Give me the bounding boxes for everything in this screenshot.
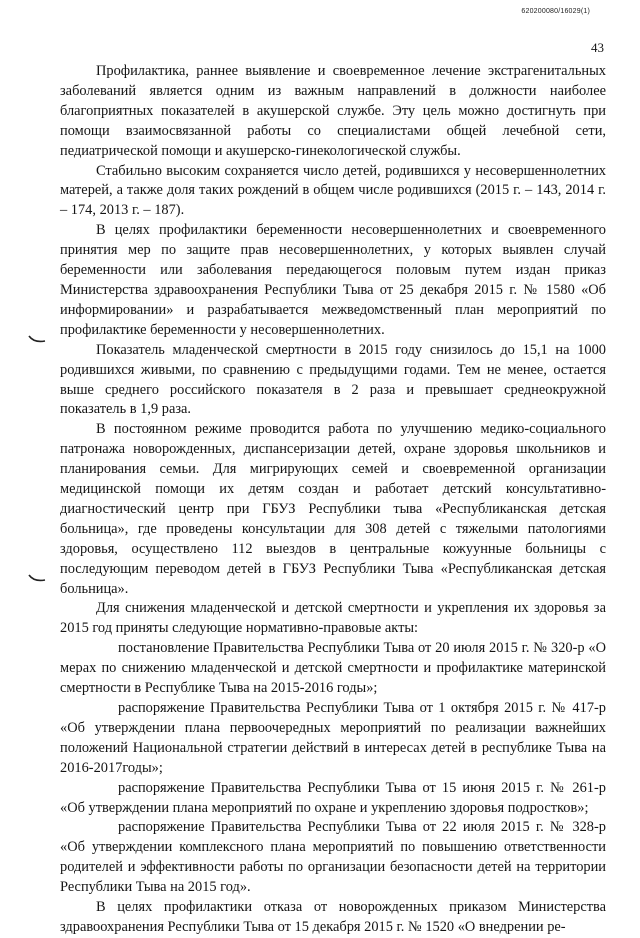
- act-item: распоряжение Правительства Республики Тыва от 1 октября 2015 г. № 417-р «Об утверждении плана первоочередных мероприятий по реализации важнейших положений Национальной стратегии действий в интересах детей в республике Тыва на 2016-2017годы»;: [60, 700, 606, 776]
- margin-mark-icon: [28, 334, 46, 344]
- paragraph: В целях профилактики отказа от новорожденных приказом Министерства здравоохранения Республики Тыва от 15 декабря 2015 г. № 1520 «О внедрении ре-: [60, 899, 606, 935]
- paragraph: Стабильно высоким сохраняется число детей, родившихся у несовершеннолетних матерей, а также доля таких рождений в общем числе родившихся (2015 г. – 143, 2014 г. – 174, 2013 г. – 187).: [60, 162, 606, 219]
- act-item: распоряжение Правительства Республики Тыва от 22 июля 2015 г. № 328-р «Об утверждении комплексного плана мероприятий по повышению ответственности родителей и эффективности работы по организации безопасности детей на территории Республики Тыва на 2015 год».: [60, 819, 606, 896]
- document-id: 620200080/16029(1): [521, 8, 590, 15]
- act-item: распоряжение Правительства Республики Тыва от 15 июня 2015 г. № 261-р «Об утверждении плана мероприятий по охране и укреплению здоровья подростков»;: [60, 779, 606, 816]
- act-item: постановление Правительства Республики Тыва от 20 июля 2015 г. № 320-р «О мерах по снижению младенческой и детской смертности и профилактике материнской смертности в Республике Тыва на 2015-2016 годы»;: [60, 640, 606, 697]
- margin-mark-icon: [28, 573, 46, 583]
- paragraph: В постоянном режиме проводится работа по улучшению медико-социального патронажа новорожденных, диспансеризации детей, охране здоровья школьников и планирования семьи. Для мигрирующих семей и своевременной организации медицинской помощи их детям создан и работает детский консультативно-диагностический центр при ГБУЗ Республики тыва «Республиканская детская больница», где проведены консультации для 308 детей с тяжелыми патологиями здоровья, осуществлено 112 выездов в центральные кожуунные больницы с последующим переводом детей в ГБУЗ Республики Тыва «Республиканская детская больница».: [60, 421, 606, 597]
- paragraph: В целях профилактики беременности несовершеннолетних и своевременного принятия мер по защите прав несовершеннолетних, у которых выявлен случай беременности или заболевания передающегося половым путем издан приказ Министерства здравоохранения Республики Тыва от 25 декабря 2015 г. № 1580 «Об информировании» и разрабатывается межведомственный план мероприятий по профилактике беременности у несовершеннолетних.: [60, 222, 606, 338]
- paragraph: Для снижения младенческой и детской смертности и укрепления их здоровья за 2015 год приняты следующие нормативно-правовые акты:: [60, 600, 606, 637]
- paragraph: Профилактика, раннее выявление и своевременное лечение экстрагенитальных заболеваний является одним из важным направлений в должности наиболее благоприятных показателей в акушерской службе. Эту цель можно достигнуть при помощи взаимосвязанной работы со специалистами общей лечебной сети, педиатрической помощи и акушерско-гинекологической службы.: [60, 63, 606, 159]
- document-body: [60, 62, 606, 938]
- page-number: 43: [591, 40, 604, 55]
- paragraph: Показатель младенческой смертности в 2015 году снизилось до 15,1 на 1000 родившихся живыми, по сравнению с предыдущими годами. Тем не менее, остается выше среднего российского показателя в 2 раза и превышает среднеокружной показатель в 1,9 раза.: [60, 341, 606, 418]
